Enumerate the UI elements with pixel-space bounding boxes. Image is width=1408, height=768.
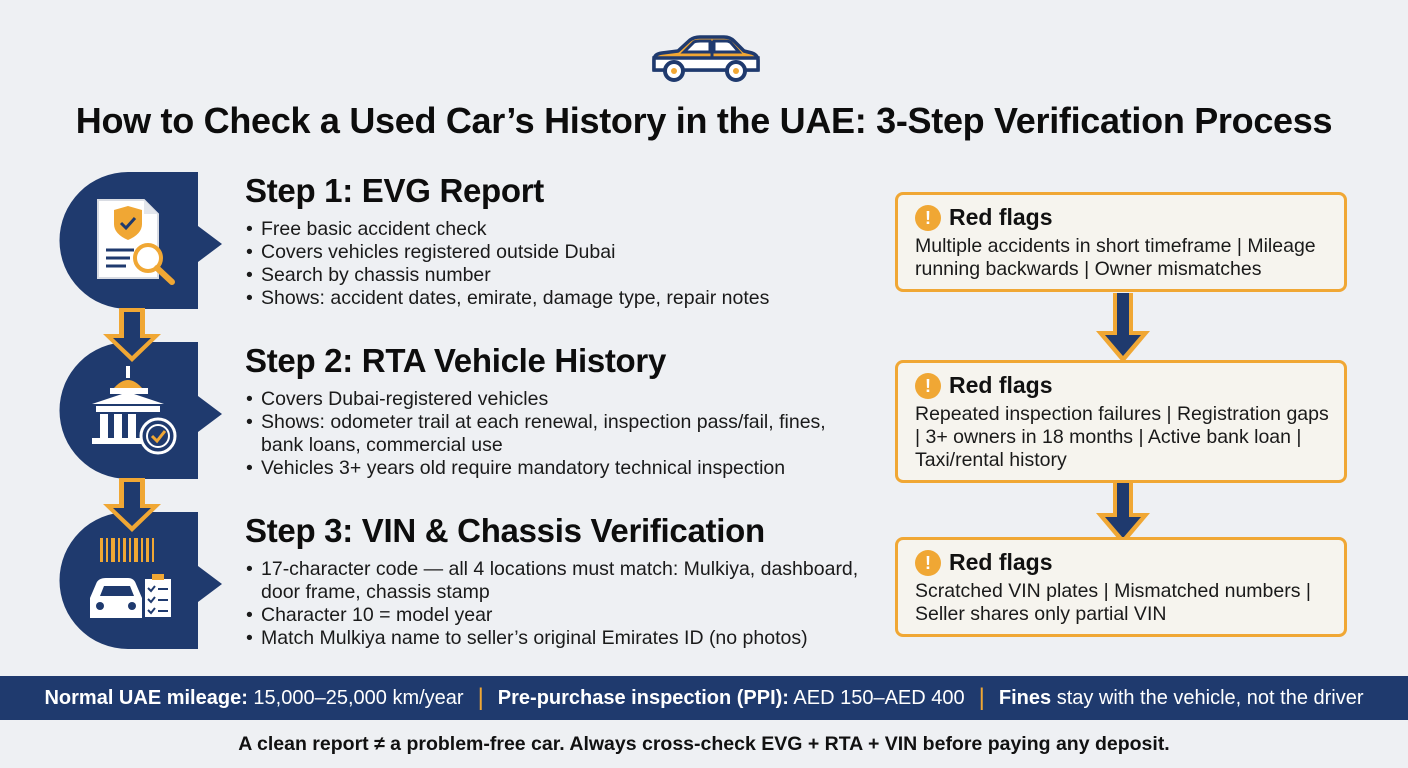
warning-icon: !: [915, 550, 941, 576]
red-flags-text: Repeated inspection failures | Registration gaps | 3+ owners in 18 months | Active bank loan | Taxi/rental history: [915, 403, 1329, 471]
step-bullets: [245, 558, 865, 650]
bullet-item: • Match Mulkiya name to seller’s original Emirates ID (no photos): [245, 627, 865, 650]
red-flags-text: Multiple accidents in short timeframe | Mileage running backwards | Owner mismatches: [915, 235, 1316, 280]
facts-bar: [0, 676, 1408, 720]
fact-separator: |: [978, 684, 985, 711]
step-bullets: [245, 388, 865, 480]
step-title: Step 3: VIN & Chassis Verification: [245, 512, 765, 549]
step-title: Step 2: RTA Vehicle History: [245, 342, 667, 379]
fact-value: 15,000–25,000 km/year: [247, 686, 464, 709]
bullet-item: • Free basic accident check: [245, 218, 865, 241]
bullet-item: • Shows: accident dates, emirate, damage type, repair notes: [245, 287, 865, 310]
red-flags-title: Red flags: [949, 204, 1053, 230]
red-flags-box-2: [895, 360, 1347, 483]
fact-ppi: [498, 687, 965, 710]
step-3-content: [245, 512, 865, 650]
warning-icon: !: [915, 205, 941, 231]
bullet-item: • Character 10 = model year: [245, 604, 865, 627]
bullet-item: • Covers Dubai-registered vehicles: [245, 388, 865, 411]
step-title: Step 1: EVG Report: [245, 172, 544, 209]
footer-note: A clean report ≠ a problem-free car. Always cross-check EVG + RTA + VIN before paying any deposit.: [238, 733, 1170, 755]
step-2-content: [245, 342, 865, 480]
bullet-item: • Shows: odometer trail at each renewal, inspection pass/fail, fines, bank loans, commercial use: [245, 411, 865, 457]
fact-value: AED 150–AED 400: [788, 686, 965, 709]
bullet-item: • Vehicles 3+ years old require mandatory technical inspection: [245, 457, 865, 480]
page-title: How to Check a Used Car’s History in the UAE: 3-Step Verification Process: [75, 100, 1333, 141]
red-flags-box-3: [895, 537, 1347, 637]
step-arrow-down-icon: [97, 306, 167, 366]
fact-fines: [999, 687, 1364, 710]
step-1-content: [245, 172, 865, 310]
bullet-item: • 17-character code — all 4 locations must match: Mulkiya, dashboard, door frame, chassis stamp: [245, 558, 865, 604]
red-flags-text: Scratched VIN plates | Mismatched numbers | Seller shares only partial VIN: [915, 580, 1311, 625]
fact-label: Normal UAE mileage:: [44, 686, 248, 709]
bullet-item: • Search by chassis number: [245, 264, 865, 287]
red-flags-title: Red flags: [949, 549, 1053, 575]
red-flags-title: Red flags: [949, 372, 1053, 398]
bullet-item: • Covers vehicles registered outside Dubai: [245, 241, 865, 264]
step-arrow-down-icon: [97, 476, 167, 536]
fact-label: Pre-purchase inspection (PPI):: [497, 686, 789, 709]
red-flags-box-1: [895, 192, 1347, 292]
fact-label: Fines: [998, 686, 1052, 709]
fact-value: stay with the vehicle, not the driver: [1051, 686, 1364, 709]
fact-separator: |: [477, 684, 484, 711]
warning-icon: !: [915, 373, 941, 399]
fact-mileage: [44, 687, 463, 710]
step-bullets: [245, 218, 865, 310]
flag-arrow-down-icon: [1092, 293, 1154, 365]
car-icon: [644, 28, 764, 84]
step-1-badge: [56, 168, 226, 313]
